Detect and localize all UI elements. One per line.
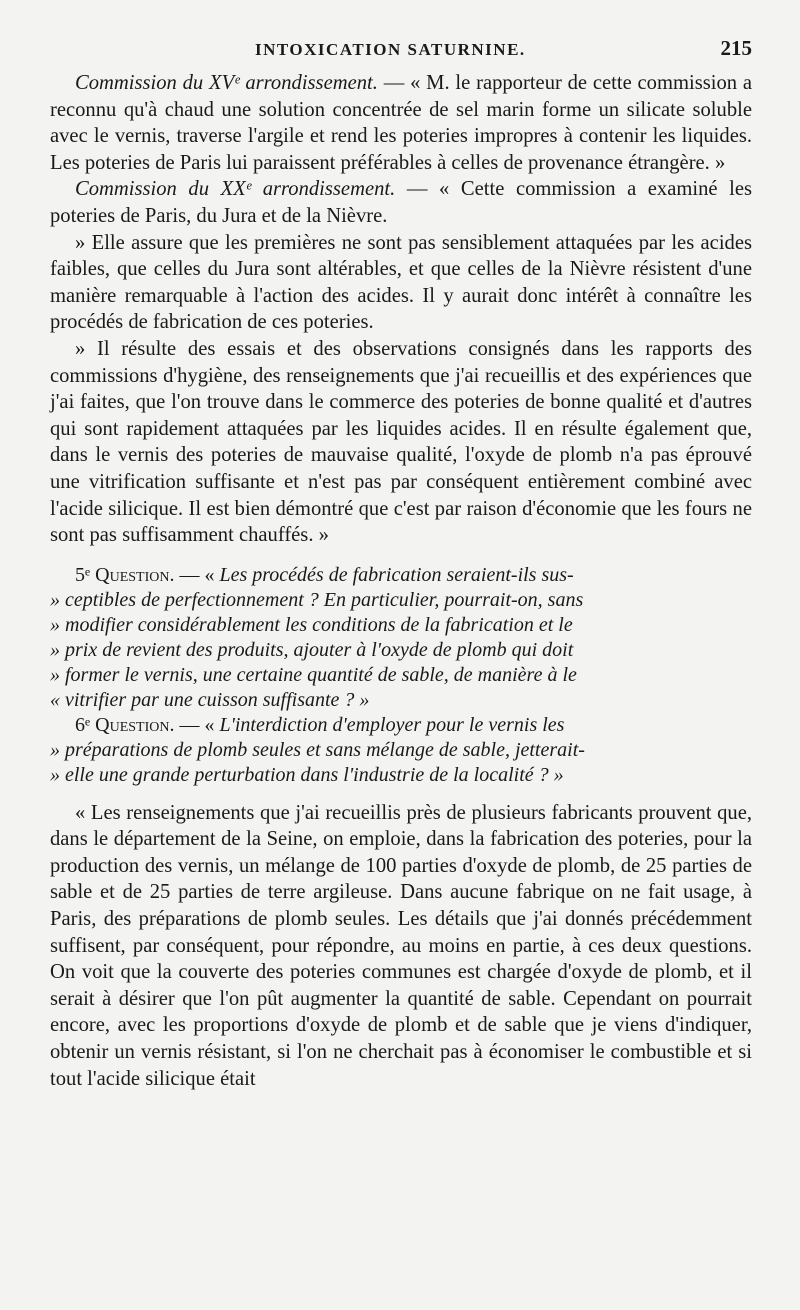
question-6-text-1: L'interdiction d'employer pour le vernis les: [219, 713, 565, 736]
paragraph-premieres: » Elle assure que les premières ne sont pas sensiblement attaquées par les acides faibles, que celles du Jura sont altérables, et que celles de la Nièvre résistent d'une manière remarquable à l'action des acides. Il y aurait donc intérêt à connaître les procédés de fabrication de ces poteries.: [50, 231, 752, 334]
question-6-label: Question.: [95, 713, 175, 736]
question-5-line-5: » former le vernis, une certaine quantité de sable, de manière à le: [50, 663, 577, 686]
paragraph-commission-xv: [50, 70, 752, 176]
question-5-line-4: » prix de revient des produits, ajouter à l'oxyde de plomb qui doit: [50, 638, 574, 661]
commission-xv-text: — « M. le rapporteur de cette commission a reconnu qu'à chaud une solution concentrée de sel marin forme un silicate soluble avec le vernis, traverse l'argile et rend les poteries impropres à contenir les liquides. Les poteries de Paris lui paraissent préférables à celles de provenance étrangère. »: [50, 72, 752, 174]
question-5-number: 5ᵉ: [75, 563, 91, 586]
question-6-line-3: » elle une grande perturbation dans l'industrie de la localité ? »: [50, 763, 564, 786]
question-5-line-3: » modifier considérablement les conditions de la fabrication et le: [50, 613, 573, 636]
question-5-line-1: [50, 563, 752, 588]
question-5-dash: — «: [179, 563, 215, 586]
question-6-line-2: » préparations de plomb seules et sans mélange de sable, jetterait-: [50, 738, 585, 761]
question-6-line-1: [50, 713, 752, 738]
running-title: INTOXICATION SATURNINE.: [255, 40, 526, 59]
question-5-line-6: « vitrifier par une cuisson suffisante ? »: [50, 688, 370, 711]
question-6-number: 6ᵉ: [75, 713, 91, 736]
paragraph-renseignements: « Les renseignements que j'ai recueillis près de plusieurs fabricants prouvent que, dans le département de la Seine, on emploie, dans la fabrication des poteries, pour la production des vernis, un mélange de 100 parties d'oxyde de plomb, de 25 parties de sable et de 25 parties de terre argileuse. Dans aucune fabrique on ne fait usage, à Paris, des préparations de plomb seules. Les détails que j'ai donnés précédemment suffisent, par conséquent, pour répondre, au moins en partie, à ces deux questions. On voit que la couverte des poteries communes est chargée d'oxyde de plomb, et il serait à désirer que l'on pût augmenter la quantité de sable. Cependant on pourrait encore, avec les proportions d'oxyde de plomb et de sable que je viens d'indiquer, obtenir un vernis résistant, si l'on ne cherchait pas à économiser le combustible et si tout l'acide silicique était: [50, 801, 752, 1090]
commission-xx-label: Commission du XXᵉ arrondissement.: [75, 178, 396, 201]
commission-xx-text: — « Cette commission a examiné les poteries de Paris, du Jura et de la Nièvre.: [50, 178, 753, 227]
running-head: [50, 36, 752, 70]
page-number: 215: [720, 36, 752, 60]
body-text: [50, 70, 752, 549]
question-5-line-2: » ceptibles de perfectionnement ? En particulier, pourrait-on, sans: [50, 588, 584, 611]
paragraph-commission-xx: [50, 176, 752, 229]
question-6-dash: — «: [179, 713, 215, 736]
questions-block: [50, 563, 752, 788]
closing-text: [50, 800, 752, 1093]
paragraph-resulte: » Il résulte des essais et des observations consignés dans les rapports des commissions d'hygiène, des renseignements que j'ai recueillis et des expériences que j'ai faites, que l'on trouve dans le commerce des poteries de bonne qualité et d'autres qui sont rapidement attaquées par les liquides acides. Il en résulte également que, dans le vernis des poteries de mauvaise qualité, l'oxyde de plomb n'a pas éprouvé une vitrification suffisante et n'est pas par conséquent entièrement combiné avec l'acide silicique. Il est bien démontré que c'est par raison d'économie que les fours ne sont pas suffisamment chauffés. »: [50, 337, 752, 547]
question-5-label: Question.: [95, 563, 175, 586]
question-5-text-1: Les procédés de fabrication seraient-ils sus-: [219, 563, 574, 586]
commission-xv-label: Commission du XVᵉ arrondissement.: [75, 72, 378, 94]
